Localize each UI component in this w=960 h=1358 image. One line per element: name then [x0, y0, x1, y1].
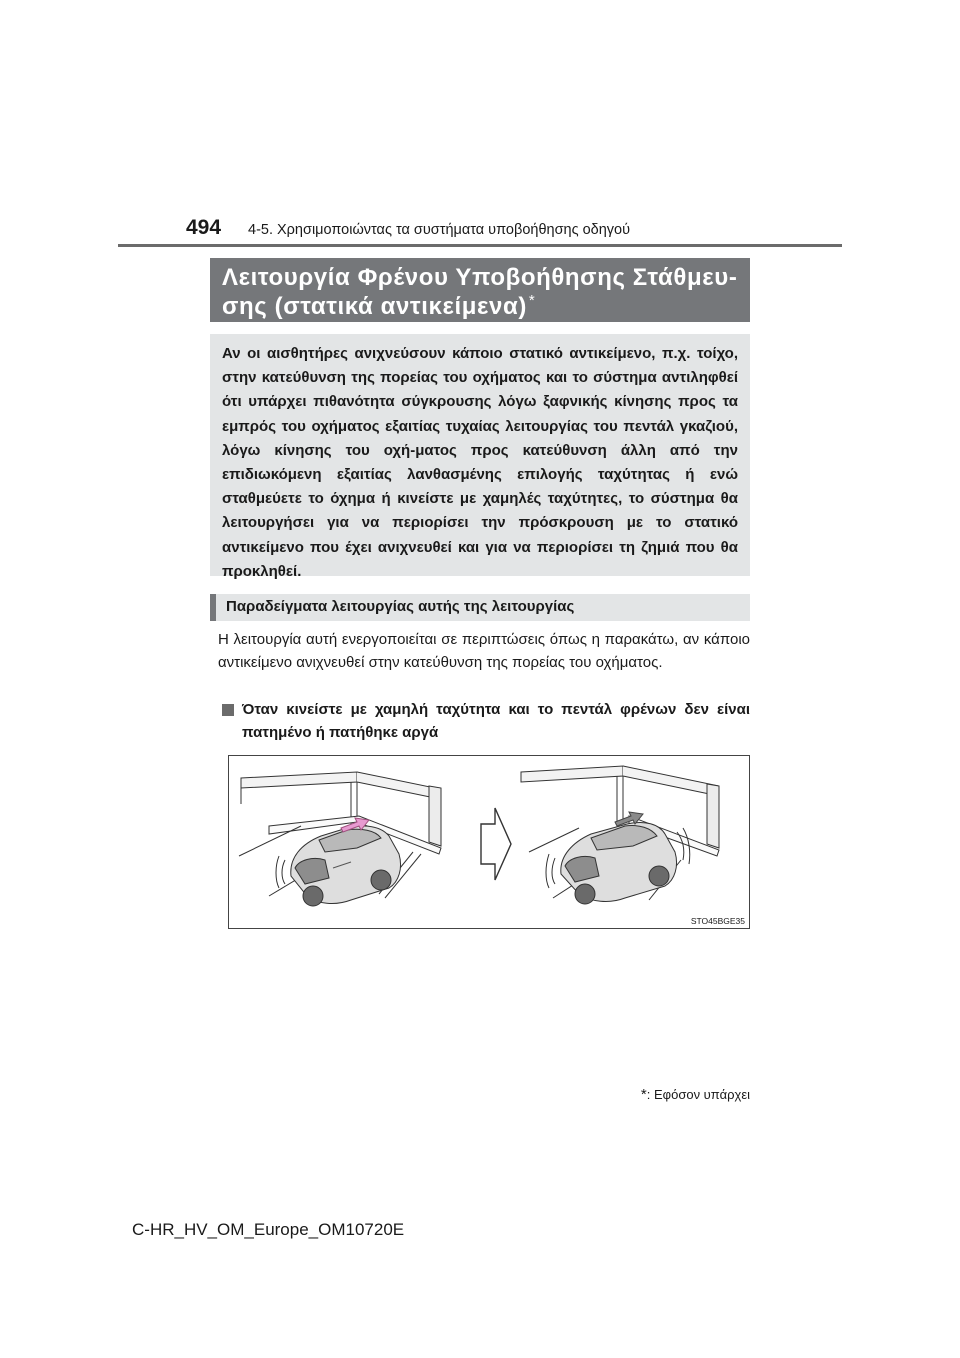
header-rule	[118, 244, 842, 247]
intro-paragraph: Αν οι αισθητήρες ανιχνεύσουν κάποιο στατικό αντικείμενο, π.χ. τοίχο, στην κατεύθυνση της πορείας του οχήματος και το σύστημα αντιληφθεί ότι υπάρχει πιθανότητα σύγκρουσης λόγω ξαφνικής κίνησης προς τα εμπρός του οχήματος εξαιτίας τυχαίας λειτουργίας του πεντάλ γκαζιού, λόγω κίνησης του οχή-ματος προς κατεύθυνση άλλη από την επιδιωκόμενη εξαιτίας λανθασμένης επιλογής ταχύτητας ή ενώ σταθμεύετε το όχημα ή κινείστε με χαμηλές ταχύτητες, το σύστημα θα λειτουργήσει για να περιορίσει την πρόσκρουση με το στατικό αντικείμενο που έχει ανιχνευθεί και για να περιορίσει τη ζημιά που θα προκληθεί.	[222, 345, 738, 580]
footnote	[632, 1086, 750, 1103]
right-scene	[521, 766, 719, 904]
footnote-text: : Εφόσον υπάρχει	[646, 1087, 750, 1102]
title-asterisk: *	[528, 292, 535, 309]
condition-text: Όταν κινείστε με χαμηλή ταχύτητα και το πεντάλ φρένων δεν είναι πατημένο ή πατήθηκε αργά	[242, 701, 750, 741]
body-paragraph: Η λειτουργία αυτή ενεργοποιείται σε περιπτώσεις όπως η παρακάτω, αν κάποιο αντικείμενο ανιχνευθεί στην κατεύθυνση της πορείας του οχήματος.	[218, 631, 750, 671]
illustration-figure	[228, 755, 750, 929]
parking-illustration	[229, 756, 750, 929]
page-number: 494	[186, 216, 222, 239]
footnote-asterisk: *	[640, 1086, 647, 1103]
subheading-bar	[210, 594, 216, 621]
figure-code: STO45BGE35	[690, 916, 745, 926]
page-title: Λειτουργία Φρένου Υποβοήθησης Στάθμευ-σης (στατικά αντικείμενα)	[222, 264, 738, 320]
bullet-square-icon	[222, 704, 234, 716]
document-code: C-HR_HV_OM_Europe_OM10720E	[132, 1220, 405, 1239]
subheading-box	[210, 594, 750, 621]
section-header: 4-5. Χρησιμοποιώντας τα συστήματα υποβοήθησης οδηγού	[248, 222, 631, 238]
transition-arrow-icon	[481, 808, 511, 880]
condition-item	[218, 698, 750, 744]
subheading-text: Παραδείγματα λειτουργίας αυτής της λειτουργίας	[226, 598, 575, 615]
intro-box	[210, 334, 750, 580]
left-scene	[239, 772, 441, 906]
title-box	[210, 258, 750, 322]
